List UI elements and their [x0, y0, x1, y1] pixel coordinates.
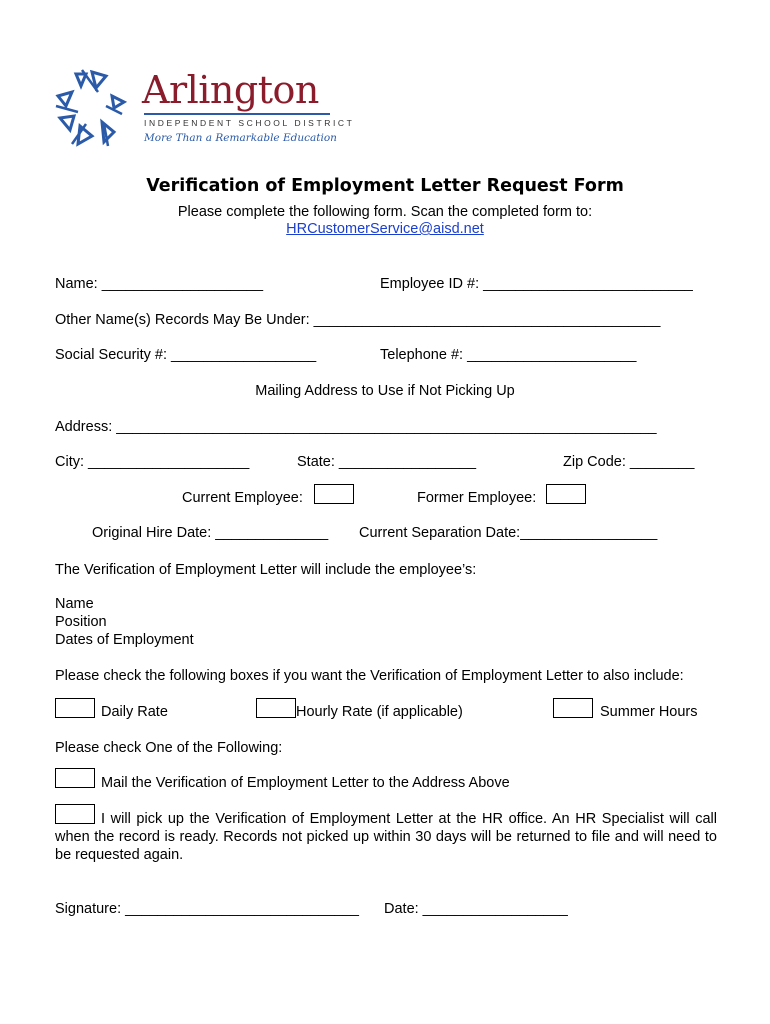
- star-logo-icon: [52, 66, 142, 156]
- former-employee-checkbox[interactable]: [546, 484, 586, 504]
- city-field[interactable]: City: ____________________: [55, 454, 250, 470]
- signature-field[interactable]: Signature: _____________________________: [55, 901, 359, 917]
- daily-rate-checkbox[interactable]: [55, 698, 95, 718]
- summer-hours-label: Summer Hours: [600, 704, 698, 720]
- page-title: Verification of Employment Letter Request Form: [146, 176, 624, 196]
- include-item-dates: Dates of Employment: [55, 632, 194, 648]
- instructions-text: Please complete the following form. Scan the completed form to:: [177, 204, 593, 220]
- state-field[interactable]: State: _________________: [297, 454, 477, 470]
- ssn-field[interactable]: Social Security #: __________________: [55, 347, 317, 363]
- employee-id-field[interactable]: Employee ID #: __________________________: [380, 276, 693, 292]
- zip-field[interactable]: Zip Code: ________: [563, 454, 695, 470]
- include-item-position: Position: [55, 614, 107, 630]
- mail-option-label: Mail the Verification of Employment Letter to the Address Above: [101, 775, 510, 791]
- summer-hours-checkbox[interactable]: [553, 698, 593, 718]
- email-row: [0, 221, 770, 237]
- includes-intro: The Verification of Employment Letter will include the employee’s:: [55, 562, 477, 578]
- current-employee-checkbox[interactable]: [314, 484, 354, 504]
- telephone-field[interactable]: Telephone #: _____________________: [380, 347, 637, 363]
- include-item-name: Name: [55, 596, 94, 612]
- address-field[interactable]: Address: ___________________________________________________________________: [55, 419, 657, 435]
- mail-checkbox[interactable]: [55, 768, 95, 788]
- current-employee-label: Current Employee:: [182, 490, 303, 506]
- other-names-field[interactable]: Other Name(s) Records May Be Under: ___________________________________________: [55, 312, 661, 328]
- logo-subtitle: INDEPENDENT SCHOOL DISTRICT: [144, 118, 355, 128]
- hourly-rate-label: Hourly Rate (if applicable): [296, 704, 463, 720]
- hourly-rate-checkbox[interactable]: [256, 698, 296, 718]
- email-link[interactable]: HRCustomerService@aisd.net: [286, 221, 484, 237]
- mailing-address-heading: Mailing Address to Use if Not Picking Up: [255, 383, 515, 399]
- pickup-option-label: I will pick up the Verification of Employment Letter at the HR office. An HR Specialist will call when the record is ready. Records not picked up within 30 days will be returned to file and will need to be requested again.: [55, 811, 717, 863]
- hire-date-field[interactable]: Original Hire Date: ______________: [92, 525, 329, 541]
- optional-intro: Please check the following boxes if you want the Verification of Employment Letter to also include:: [55, 668, 684, 684]
- logo-tagline: More Than a Remarkable Education: [144, 132, 337, 144]
- former-employee-label: Former Employee:: [417, 490, 537, 506]
- daily-rate-label: Daily Rate: [101, 704, 168, 720]
- date-field[interactable]: Date: __________________: [384, 901, 568, 917]
- logo-name: Arlington: [142, 68, 319, 112]
- delivery-intro: Please check One of the Following:: [55, 740, 283, 756]
- name-field[interactable]: Name: ____________________: [55, 276, 264, 292]
- logo-rule: [144, 113, 330, 115]
- separation-date-field[interactable]: Current Separation Date:_________________: [359, 525, 658, 541]
- district-logo: [52, 66, 355, 156]
